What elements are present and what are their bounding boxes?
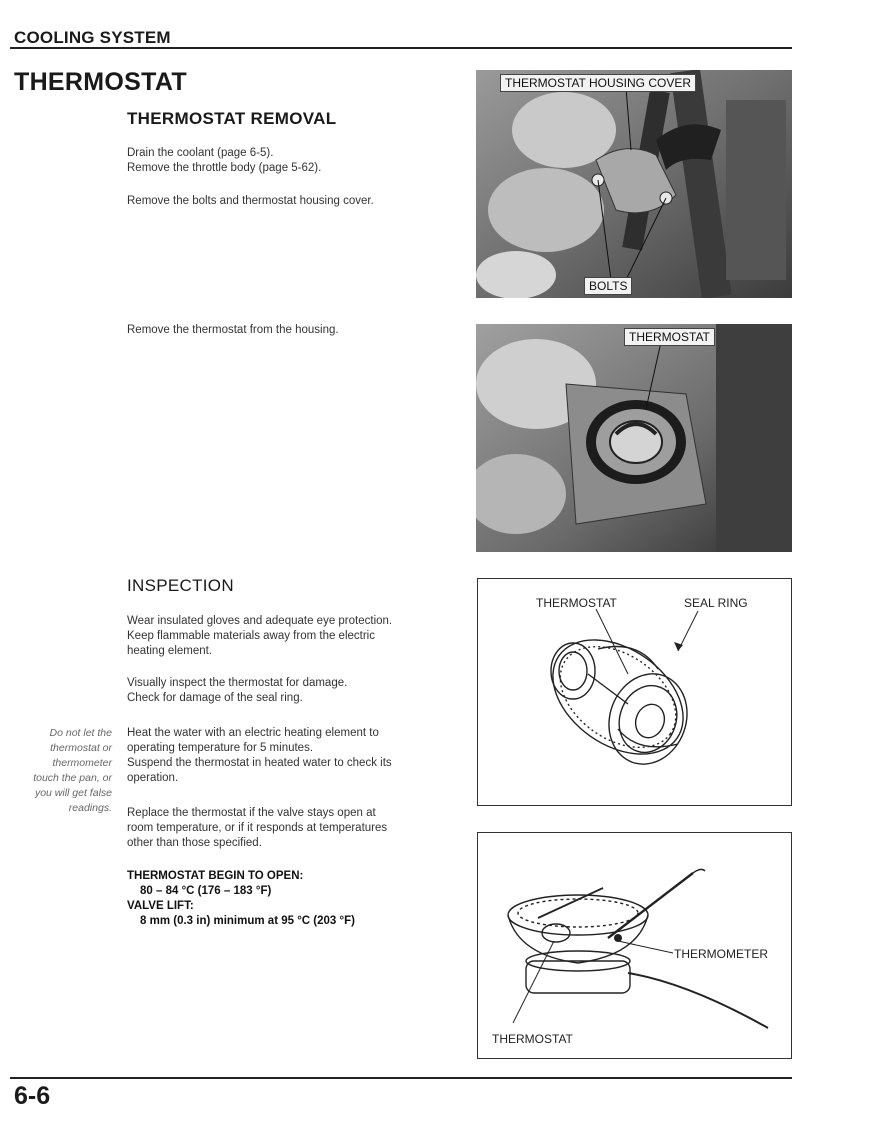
safety-line-3: heating element. — [127, 645, 213, 657]
visual-line-2: Check for damage of the seal ring. — [127, 692, 303, 704]
margin-warning-note — [16, 726, 112, 816]
engine-photo-graphic — [476, 70, 792, 298]
thermostat-photo-graphic — [476, 324, 792, 552]
note-line-4: touch the pan, or — [33, 772, 112, 784]
visual-line-1: Visually inspect the thermostat for damage. — [127, 677, 348, 689]
note-line-6: readings. — [68, 802, 112, 814]
step-drain-coolant: Drain the coolant (page 6-5). — [127, 147, 274, 159]
heat-line-4: operation. — [127, 772, 179, 784]
photo-housing-cover — [476, 70, 792, 298]
spec-lift-value: 8 mm (0.3 in) minimum at 95 °C (203 °F) — [140, 915, 355, 927]
footer-rule — [10, 1077, 792, 1079]
heat-line-2: operating temperature for 5 minutes. — [127, 742, 314, 754]
step-remove-bolts: Remove the bolts and thermostat housing cover. — [127, 195, 374, 207]
figure-thermostat-seal-ring — [477, 578, 792, 806]
replace-line-2: room temperature, or if it responds at temperatures — [127, 822, 388, 834]
removal-heading: THERMOSTAT REMOVAL — [127, 109, 337, 128]
fig2-label-thermometer: THERMOMETER — [674, 947, 768, 961]
inspection-replace-para — [127, 806, 459, 851]
header-rule — [10, 47, 792, 49]
spec-open-value: 80 – 84 °C (176 – 183 °F) — [140, 885, 272, 897]
page-number: 6-6 — [14, 1082, 51, 1110]
note-line-1: Do not let the — [49, 727, 112, 739]
note-line-3: thermometer — [52, 757, 112, 769]
step-remove-thermostat: Remove the thermostat from the housing. — [127, 324, 339, 336]
safety-line-1: Wear insulated gloves and adequate eye protection. — [127, 615, 393, 627]
spec-lift-label: VALVE LIFT: — [127, 900, 194, 912]
page-title: THERMOSTAT — [14, 68, 187, 96]
inspection-heading: INSPECTION — [127, 576, 234, 595]
heat-line-3: Suspend the thermostat in heated water to check its — [127, 757, 392, 769]
note-line-2: thermostat or — [50, 742, 112, 754]
note-line-5: you will get false — [34, 787, 112, 799]
inspection-visual-para — [127, 676, 459, 706]
fig2-label-thermostat: THERMOSTAT — [492, 1032, 573, 1046]
callout-housing-cover: THERMOSTAT HOUSING COVER — [500, 74, 696, 92]
fig1-label-thermostat: THERMOSTAT — [536, 596, 617, 610]
step-remove-throttle-body: Remove the throttle body (page 5-62). — [127, 162, 322, 174]
callout-thermostat-photo: THERMOSTAT — [624, 328, 715, 346]
heating-test-drawing — [478, 833, 791, 1058]
safety-line-2: Keep flammable materials away from the electric — [127, 630, 375, 642]
replace-line-3: other than those specified. — [127, 837, 262, 849]
replace-line-1: Replace the thermostat if the valve stays open at — [127, 807, 376, 819]
removal-steps-1 — [127, 146, 459, 176]
fig1-label-seal-ring: SEAL RING — [684, 596, 748, 610]
callout-bolts: BOLTS — [584, 277, 632, 295]
inspection-safety-para — [127, 614, 459, 659]
figure-heating-test — [477, 832, 792, 1059]
spec-block — [127, 869, 355, 929]
section-header: COOLING SYSTEM — [14, 28, 171, 47]
thermostat-line-drawing — [478, 579, 791, 805]
heat-line-1: Heat the water with an electric heating element to — [127, 727, 379, 739]
inspection-heat-para — [127, 726, 459, 786]
spec-open-label: THERMOSTAT BEGIN TO OPEN: — [127, 870, 304, 882]
photo-thermostat — [476, 324, 792, 552]
